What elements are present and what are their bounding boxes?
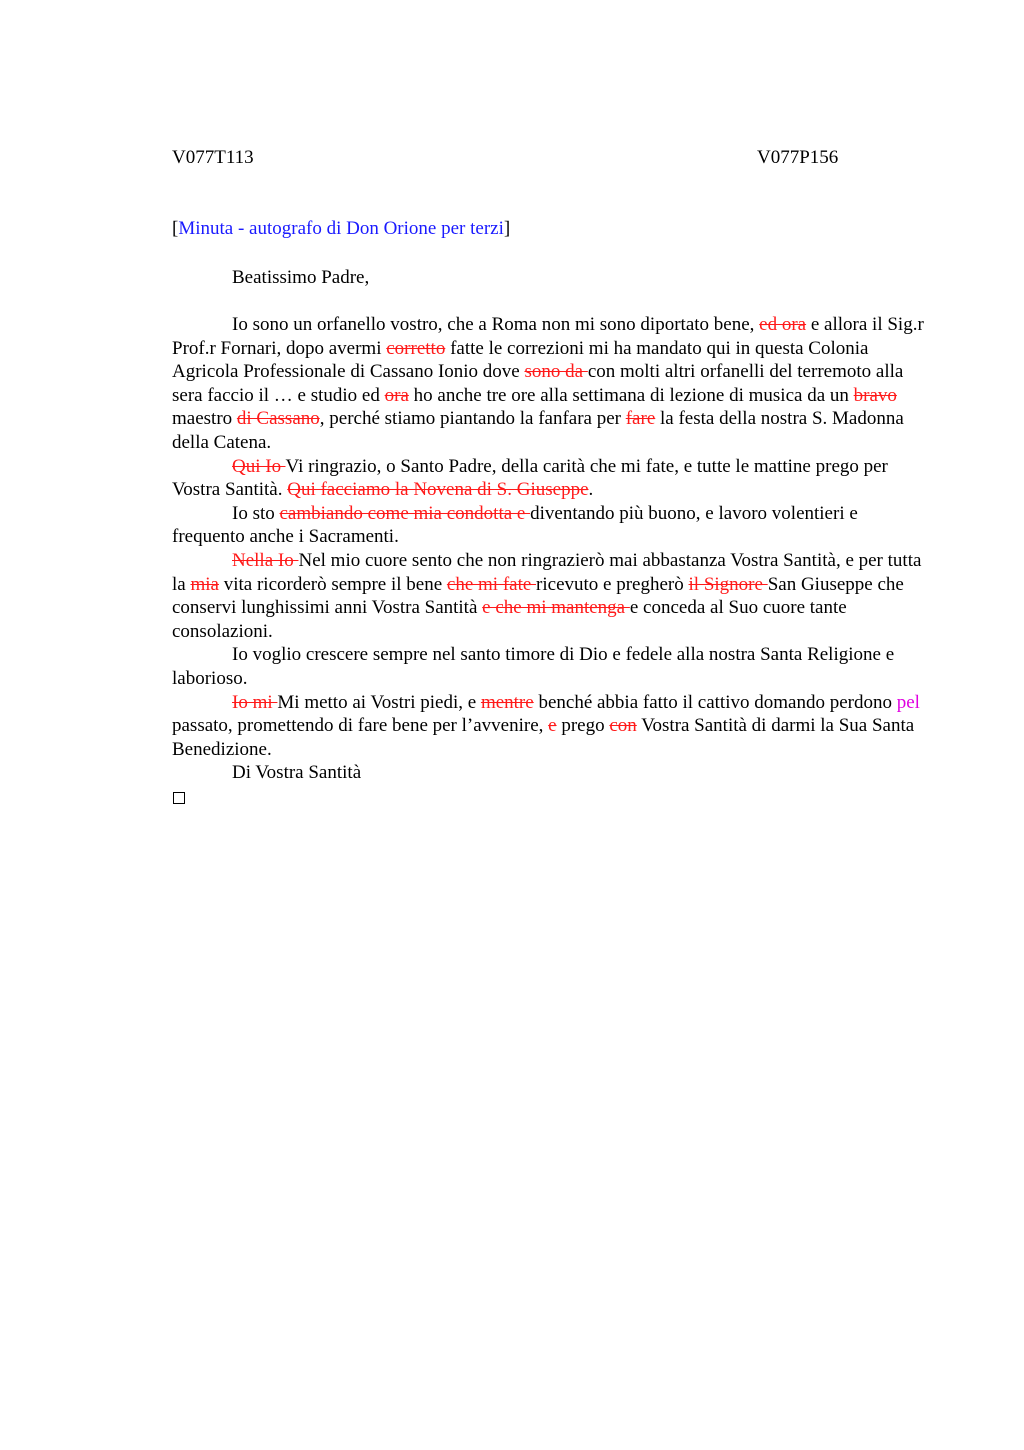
deleted-text: il Signore xyxy=(688,573,768,595)
note-text: Minuta - autografo di Don Orione per terzi xyxy=(178,218,504,239)
deleted-text: ora xyxy=(384,384,409,406)
deleted-text: corretto xyxy=(386,337,446,359)
deleted-text: di Cassano xyxy=(236,408,320,430)
deleted-text: Qui Io xyxy=(232,455,286,477)
text-run: ho anche tre ore alla settimana di lezione di musica da un xyxy=(408,384,854,406)
text-run: Nel mio cuore sento che non ringrazierò mai abbastanza Vostra Santità, e per tutta la xyxy=(172,549,922,595)
deleted-text: mia xyxy=(190,573,219,595)
deleted-text: Io mi xyxy=(232,691,278,713)
text-run: . xyxy=(588,479,594,501)
text-run: Io voglio crescere sempre nel santo timore di Dio e fedele alla nostra Santa Religione e laborioso. xyxy=(172,644,895,689)
text-run: e conceda al Suo cuore tante consolazioni. xyxy=(172,597,847,642)
text-run: Io sono un orfanello vostro, che a Roma non mi sono diportato bene, xyxy=(232,314,760,335)
text-run: fatte le correzioni mi ha mandato qui in questa Colonia Agricola Professionale di Cassano Ionio dove xyxy=(172,337,869,383)
text-run: e allora il Sig.r Prof.r Fornari, dopo avermi xyxy=(172,314,924,359)
letter-paragraph xyxy=(172,691,932,762)
letter-paragraph xyxy=(172,455,932,502)
letter-paragraph xyxy=(172,502,932,549)
letter-paragraph xyxy=(172,549,932,643)
text-run: diventando più buono, e lavoro volentieri e frequento anche i Sacramenti. xyxy=(172,502,858,548)
deleted-text: che mi fate xyxy=(446,573,537,595)
text-run: prego xyxy=(556,715,610,737)
deleted-text: mentre xyxy=(480,691,534,713)
letter-body xyxy=(172,313,932,785)
text-run: la festa della nostra S. Madonna della Catena. xyxy=(172,408,904,453)
text-run: Io sto xyxy=(232,502,280,524)
empty-checkbox-symbol xyxy=(173,792,185,804)
note-close-bracket: ] xyxy=(503,218,511,239)
deleted-text: Nella Io xyxy=(232,549,299,571)
text-run: vita ricorderò sempre il bene xyxy=(218,573,447,595)
deleted-text: sono da xyxy=(524,361,588,383)
text-run: benché abbia fatto il cattivo domando perdono xyxy=(533,691,897,713)
text-run: con molti altri orfanelli del terremoto alla sera faccio il … e studio ed xyxy=(172,361,904,406)
text-run: , perché stiamo piantando la fanfara per xyxy=(319,408,626,430)
letter-paragraph xyxy=(172,761,932,785)
text-run: passato, promettendo di fare bene per l’avvenire, xyxy=(172,715,549,737)
text-run: San Giuseppe che conservi lunghissimi anni Vostra Santità xyxy=(172,573,904,619)
text-run: Vostra Santità di darmi la Sua Santa Benedizione. xyxy=(172,715,915,760)
text-run: ricevuto e pregherò xyxy=(536,573,689,595)
deleted-text: con xyxy=(609,715,637,737)
inserted-text: pel xyxy=(896,691,920,713)
text-run: Di Vostra Santità xyxy=(232,762,362,784)
deleted-text: fare xyxy=(625,408,656,430)
letter-paragraph xyxy=(172,643,932,690)
note-open-bracket: [ xyxy=(172,218,179,239)
deleted-text: ed ora xyxy=(759,314,807,335)
deleted-text: e che mi mantenga xyxy=(482,597,630,619)
deleted-text: cambiando come mia condotta e xyxy=(279,502,531,524)
text-run: maestro xyxy=(172,408,237,430)
salutation: Beatissimo Padre, xyxy=(232,267,370,288)
editorial-note xyxy=(172,217,510,241)
letter-paragraph xyxy=(172,313,932,455)
text-run: Mi metto ai Vostri piedi, e xyxy=(277,691,481,713)
deleted-text: e xyxy=(548,715,557,737)
document-code-right: V077P156 xyxy=(757,147,839,168)
deleted-text: bravo xyxy=(853,384,897,406)
deleted-text: Qui facciamo la Novena di S. Giuseppe xyxy=(287,479,589,501)
text-run: Vi ringrazio, o Santo Padre, della carità che mi fate, e tutte le mattine prego per Vostra Santità. xyxy=(172,455,888,501)
document-code-left: V077T113 xyxy=(172,147,254,168)
